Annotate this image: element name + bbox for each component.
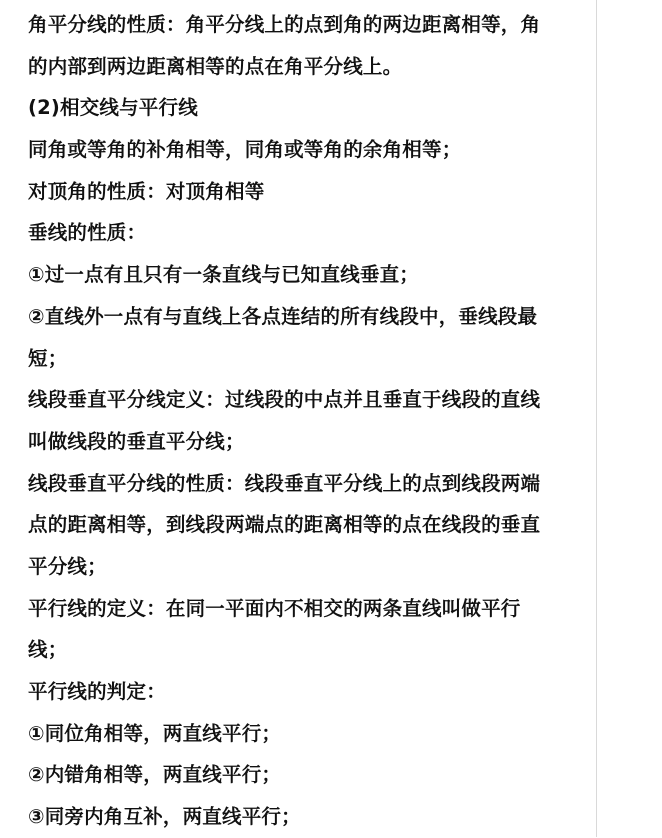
text-line: 对顶角的性质：对顶角相等	[28, 179, 265, 203]
list-item: ②直线外一点有与直线上各点连结的所有线段中，垂线段最	[28, 304, 538, 328]
section-heading: (2)相交线与平行线	[28, 96, 198, 120]
text-line: 的内部到两边距离相等的点在角平分线上。	[28, 54, 403, 78]
text-line: 垂线的性质：	[28, 221, 147, 245]
list-item: ①同位角相等，两直线平行；	[28, 721, 282, 745]
list-item: ②内错角相等，两直线平行；	[28, 763, 282, 787]
text-line: 短；	[28, 346, 68, 370]
list-item: ③同旁内角互补，两直线平行；	[28, 805, 301, 829]
text-line: 平行线的判定：	[28, 680, 166, 703]
text-line: 点的距离相等，到线段两端点的距离相等的点在线段的垂直	[28, 513, 541, 537]
list-item: ①过一点有且只有一条直线与已知直线垂直；	[28, 263, 420, 287]
text-line: 线；	[28, 638, 68, 662]
text-line: 同角或等角的补角相等，同角或等角的余角相等；	[28, 138, 462, 162]
text-line: 平分线；	[28, 554, 107, 578]
page-margin-line	[596, 0, 597, 837]
text-line: 角平分线的性质：角平分线上的点到角的两边距离相等，角	[28, 13, 541, 36]
document-body	[28, 4, 588, 838]
text-line: 线段垂直平分线定义：过线段的中点并且垂直于线段的直线	[28, 388, 541, 412]
text-line: 线段垂直平分线的性质：线段垂直平分线上的点到线段两端	[28, 471, 541, 495]
text-line: 平行线的定义：在同一平面内不相交的两条直线叫做平行	[28, 596, 521, 620]
text-line: 叫做线段的垂直平分线；	[28, 429, 245, 453]
